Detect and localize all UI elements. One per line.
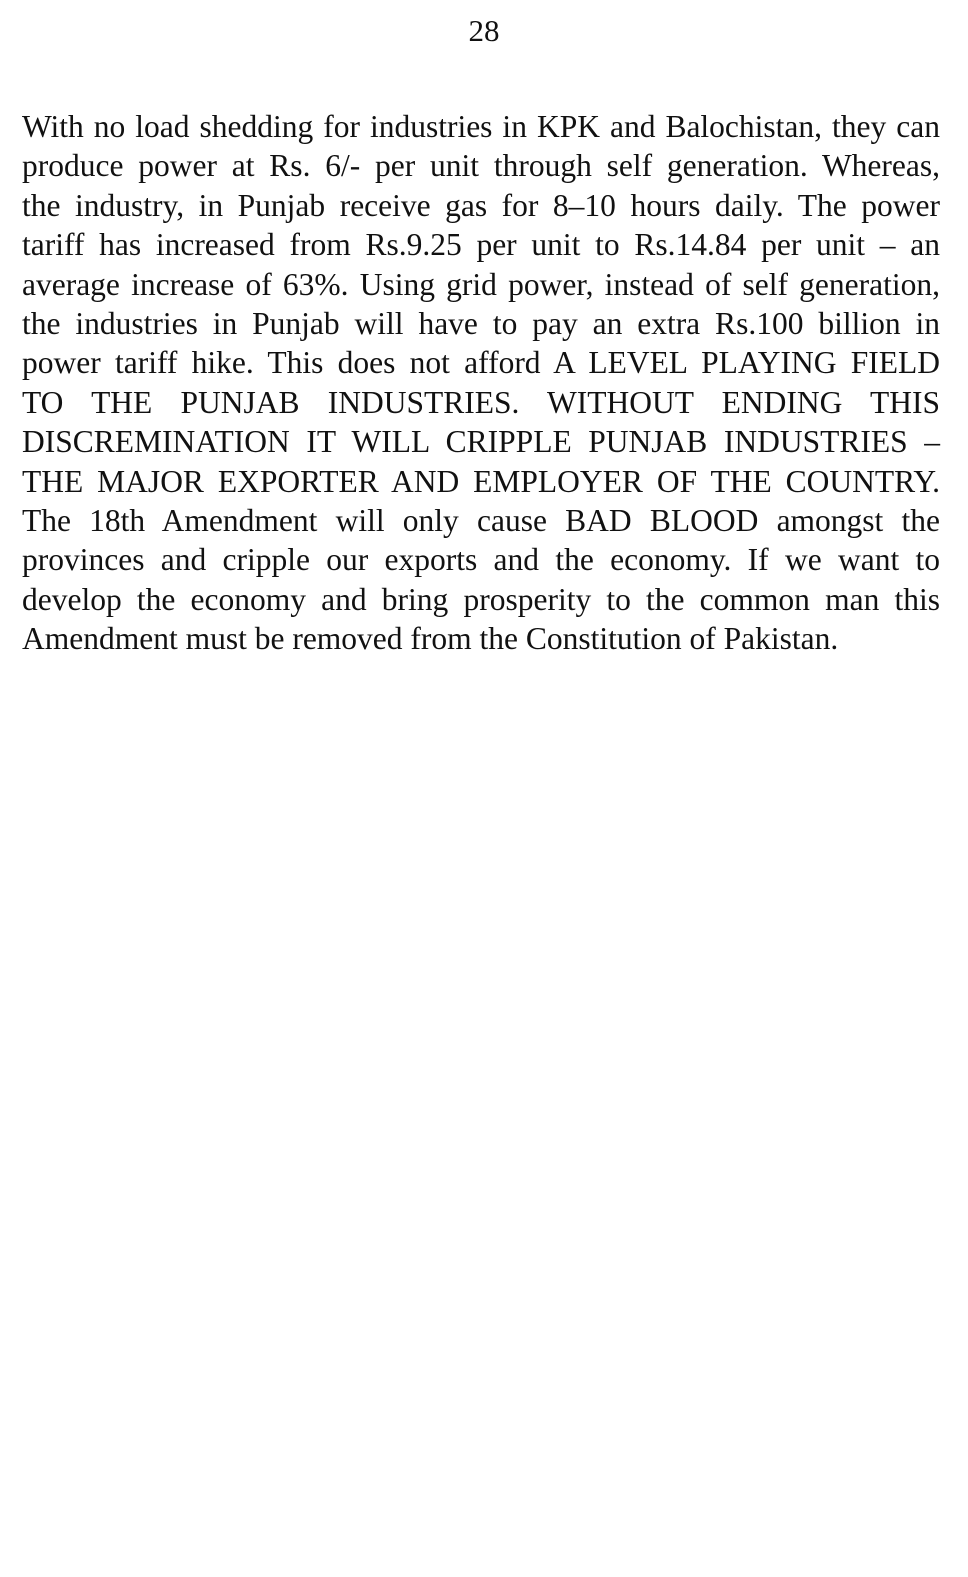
text-line: average increase of 63%. Using grid power, instead of self generation, — [22, 266, 940, 302]
text-line: provinces and cripple our exports and the economy. If we want to — [22, 542, 940, 578]
page-number: 28 — [468, 13, 500, 48]
text-line: The 18th Amendment will only cause BAD BLOOD amongst the — [22, 503, 940, 539]
text-line: the industry, in Punjab receive gas for 8–10 hours daily. The power — [22, 187, 940, 223]
text-line: tariff has increased from Rs.9.25 per unit to Rs.14.84 per unit – an — [22, 227, 940, 263]
text-line: THE MAJOR EXPORTER AND EMPLOYER OF THE COUNTRY. — [22, 463, 940, 499]
body-paragraph — [22, 107, 940, 659]
text-line: TO THE PUNJAB INDUSTRIES. WITHOUT ENDING THIS — [22, 384, 940, 420]
text-line: With no load shedding for industries in KPK and Balochistan, they can — [22, 109, 940, 144]
text-line: Amendment must be removed from the Constitution of Pakistan. — [22, 621, 839, 657]
text-line: the industries in Punjab will have to pay an extra Rs.100 billion in — [22, 306, 940, 342]
text-line: DISCREMINATION IT WILL CRIPPLE PUNJAB INDUSTRIES – — [22, 424, 940, 460]
text-line: develop the economy and bring prosperity to the common man this — [22, 581, 940, 617]
text-line: produce power at Rs. 6/- per unit through self generation. Whereas, — [22, 148, 940, 184]
text-line: power tariff hike. This does not afford A LEVEL PLAYING FIELD — [22, 345, 940, 381]
